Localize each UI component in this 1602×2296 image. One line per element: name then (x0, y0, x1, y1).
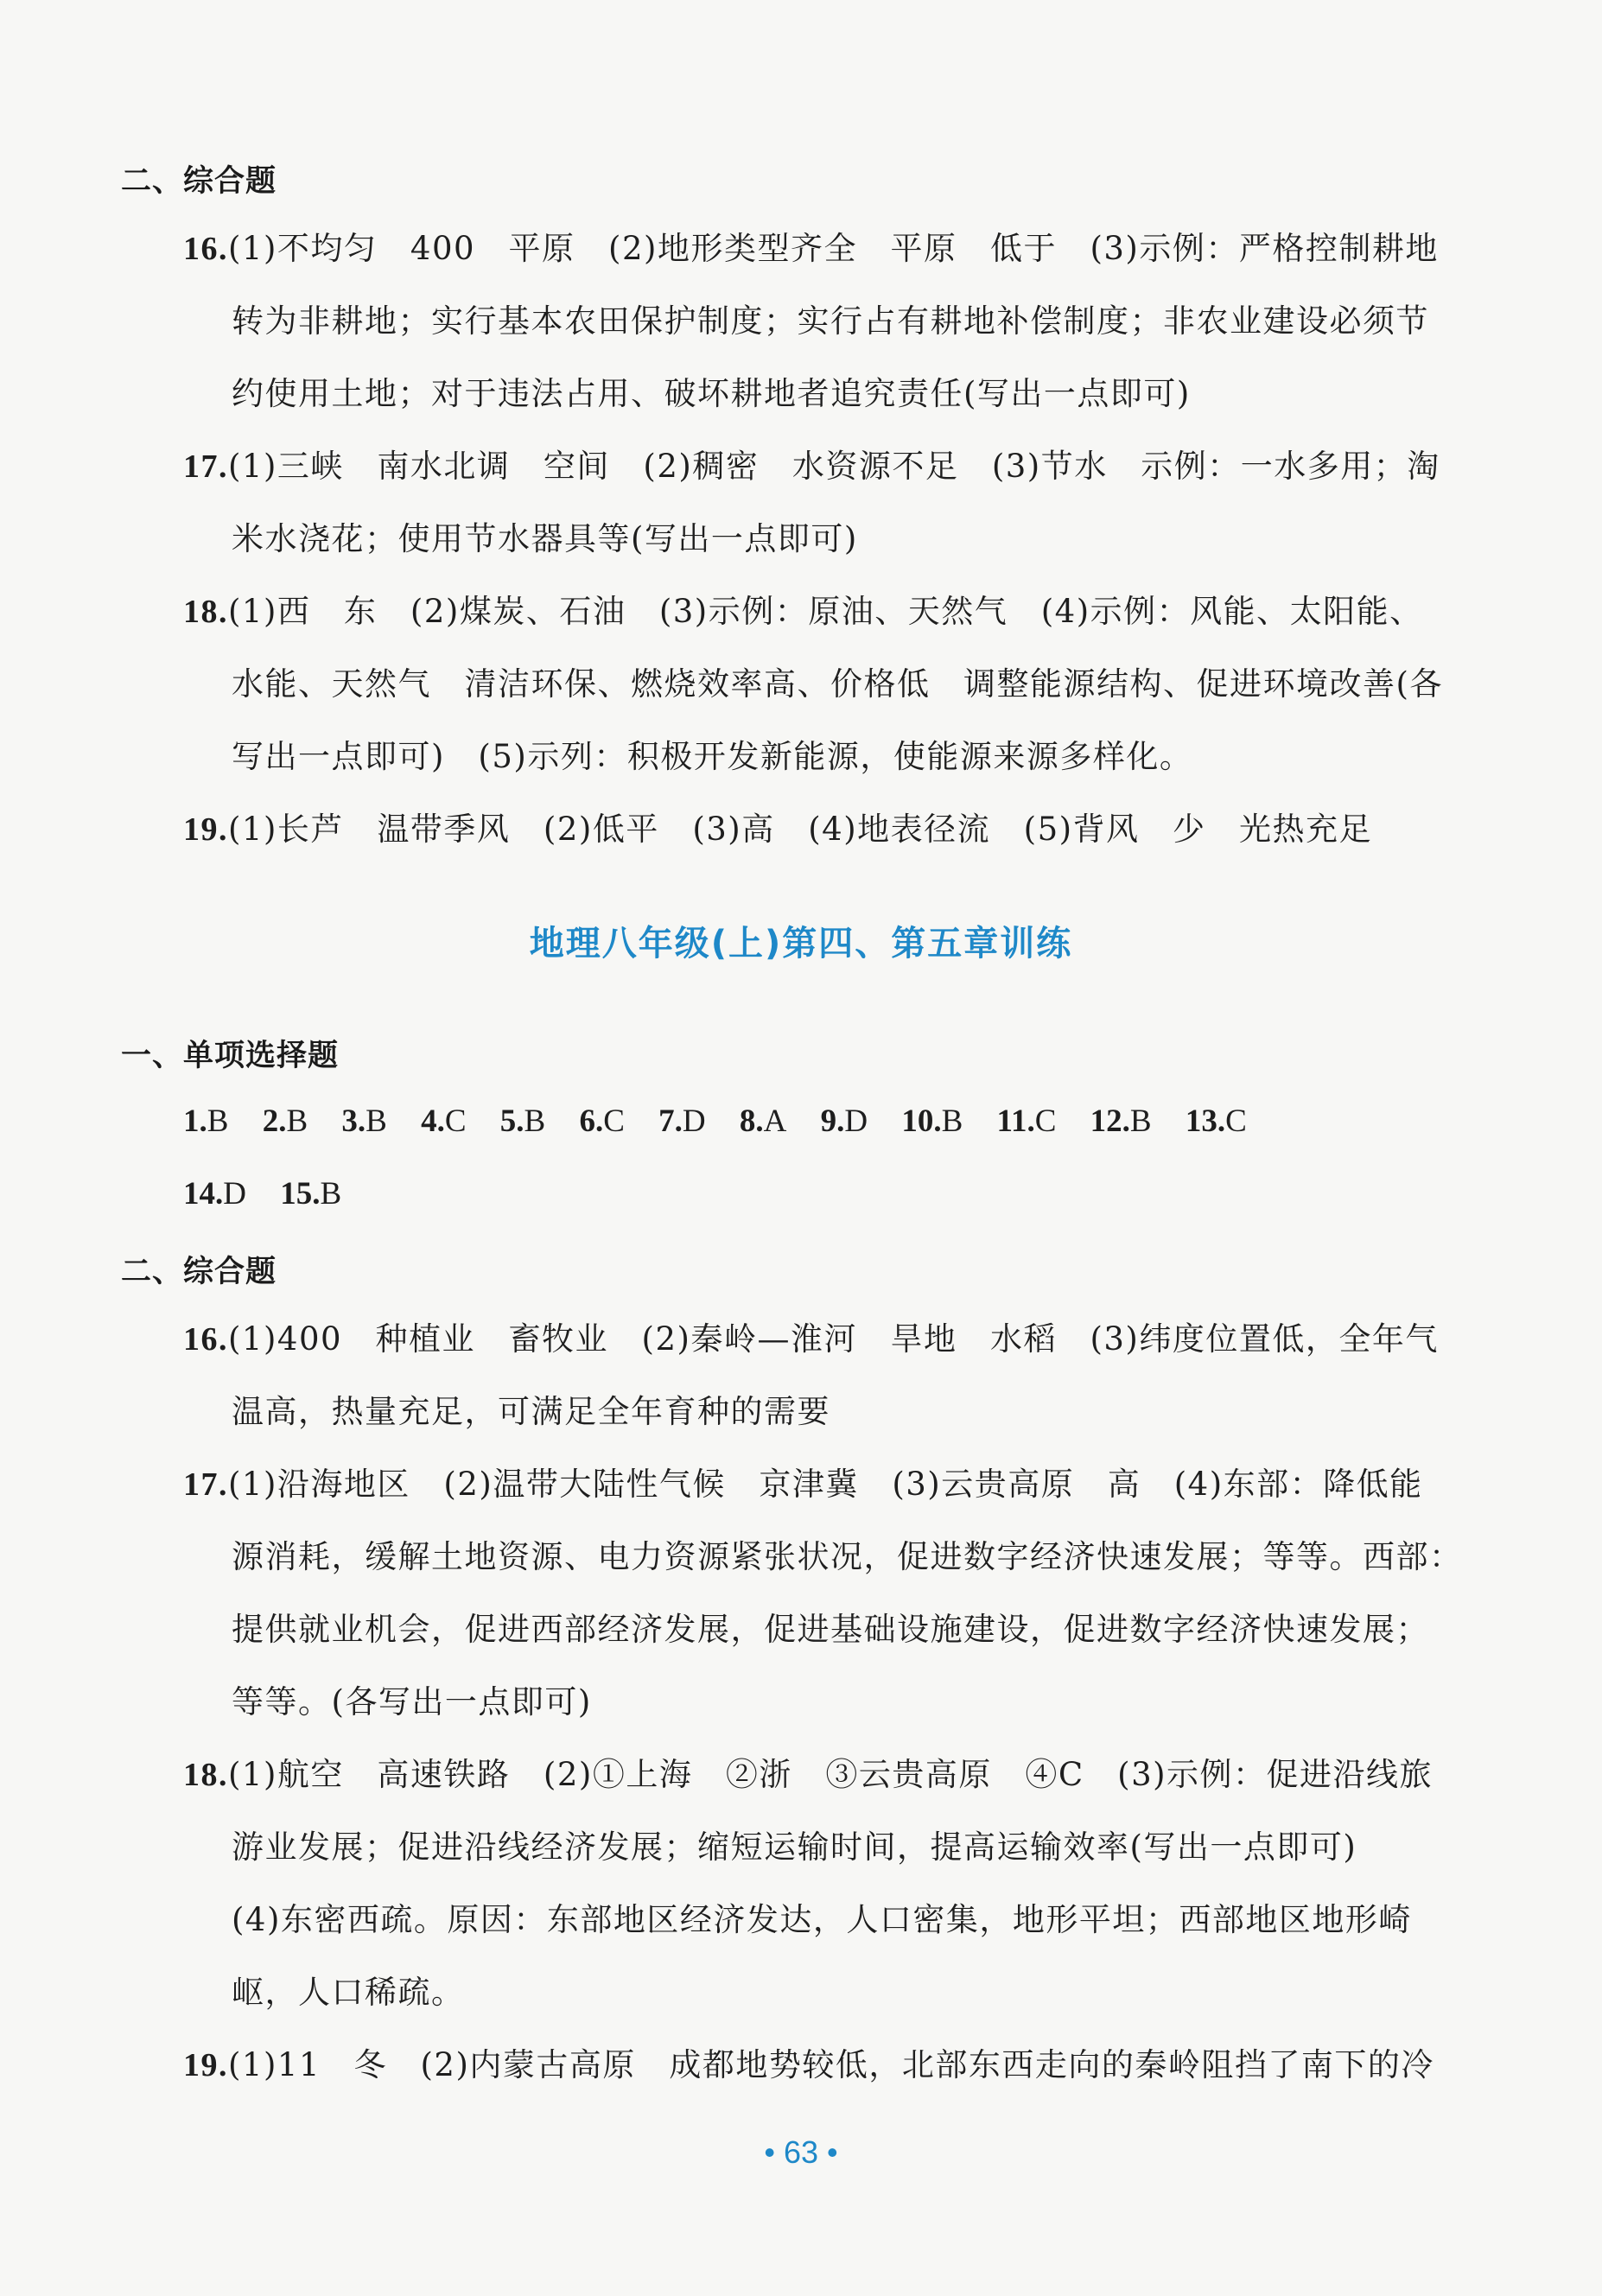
answer-line (183, 230, 1439, 268)
answer-text: (1)航空 高速铁路 (2)①上海 ②浙 ③云贵高原 ④C (3)示例：促进沿线旅 (228, 1756, 1434, 1793)
question-number: 19. (183, 2047, 228, 2083)
answer-line: 米水浇花；使用节水器具等(写出一点即可) (232, 520, 858, 557)
answer-line (183, 448, 1440, 486)
answer-text: (1)不均匀 400 平原 (2)地形类型齐全 平原 低于 (3)示例：严格控制耕地 (228, 230, 1439, 267)
section-heading-comprehensive-2: 二、综合题 (121, 1255, 277, 1289)
mc-answer: 3.B (341, 1103, 387, 1139)
answer-line: (4)东密西疏。原因：东部地区经济发达，人口密集，地形平坦；西部地区地形崎 (232, 1901, 1412, 1938)
answer-line (183, 1466, 1423, 1504)
answer-line: 岖，人口稀疏。 (232, 1974, 465, 2011)
question-number: 16. (183, 1321, 228, 1358)
mc-answer: 6.C (579, 1103, 625, 1139)
answer-text: (1)沿海地区 (2)温带大陆性气候 京津冀 (3)云贵高原 高 (4)东部：降低能 (228, 1466, 1423, 1503)
mc-answer: 9.D (820, 1103, 868, 1139)
mc-answer: 14.D (183, 1176, 246, 1212)
question-number: 18. (183, 594, 228, 630)
mc-answer: 5.B (499, 1103, 546, 1139)
mc-answer: 4.C (421, 1103, 467, 1139)
answer-line (183, 1320, 1439, 1358)
mc-answers-row-1 (183, 1103, 1273, 1140)
answer-line (183, 811, 1372, 849)
mc-answer: 8.A (739, 1103, 787, 1139)
answer-text: (1)长芦 温带季风 (2)低平 (3)高 (4)地表径流 (5)背风 少 光热充足 (228, 811, 1373, 848)
section-heading-comprehensive-1: 二、综合题 (121, 164, 277, 199)
mc-answers-row-2 (183, 1175, 367, 1212)
mc-answer: 2.B (262, 1103, 308, 1139)
answer-text: (1)西 东 (2)煤炭、石油 (3)示例：原油、天然气 (4)示例：风能、太阳能、 (228, 593, 1423, 630)
mc-answer: 1.B (183, 1103, 229, 1139)
mc-answer: 10.B (901, 1103, 963, 1139)
answer-line: 提供就业机会，促进西部经济发展，促进基础设施建设，促进数字经济快速发展； (232, 1611, 1429, 1648)
mc-answer: 13.C (1185, 1103, 1247, 1139)
answer-line: 水能、天然气 清洁环保、燃烧效率高、价格低 调整能源结构、促进环境改善(各 (232, 665, 1443, 703)
answer-line (183, 2046, 1434, 2084)
answer-line (183, 1756, 1433, 1794)
answer-text: (1)11 冬 (2)内蒙古高原 成都地势较低，北部东西走向的秦岭阻挡了南下的冷 (228, 2046, 1434, 2083)
question-number: 17. (183, 448, 228, 485)
mc-answer: 12.B (1090, 1103, 1152, 1139)
answer-line: 等等。(各写出一点即可) (232, 1683, 592, 1720)
answer-line: 约使用土地；对于违法占用、破坏耕地者追究责任(写出一点即可) (232, 375, 1191, 412)
answer-text: (1)400 种植业 畜牧业 (2)秦岭—淮河 旱地 水稻 (3)纬度位置低，全年气 (228, 1320, 1439, 1358)
question-number: 18. (183, 1757, 228, 1793)
question-number: 16. (183, 231, 228, 267)
question-number: 17. (183, 1466, 228, 1503)
question-number: 19. (183, 811, 228, 848)
mc-answer: 7.D (658, 1103, 706, 1139)
mc-answer: 15.B (280, 1176, 342, 1212)
answer-line: 温高，热量充足，可满足全年育种的需要 (232, 1393, 830, 1430)
answer-line: 游业发展；促进沿线经济发展；缩短运输时间，提高运输效率(写出一点即可) (232, 1829, 1357, 1866)
chapter-title: 地理八年级(上)第四、第五章训练 (529, 924, 1073, 964)
page-number: • 63 • (764, 2134, 838, 2170)
answer-line: 写出一点即可) (5)示列：积极开发新能源，使能源来源多样化。 (232, 738, 1193, 775)
answer-line (183, 593, 1423, 631)
answer-line: 源消耗，缓解土地资源、电力资源紧张状况，促进数字经济快速发展；等等。西部： (232, 1538, 1463, 1575)
answer-line: 转为非耕地；实行基本农田保护制度；实行占有耕地补偿制度；非农业建设必须节 (232, 302, 1429, 340)
section-heading-multiple-choice: 一、单项选择题 (121, 1039, 340, 1073)
mc-answer: 11.C (996, 1103, 1057, 1139)
answer-text: (1)三峡 南水北调 空间 (2)稠密 水资源不足 (3)节水 示例：一水多用；淘 (228, 448, 1440, 485)
